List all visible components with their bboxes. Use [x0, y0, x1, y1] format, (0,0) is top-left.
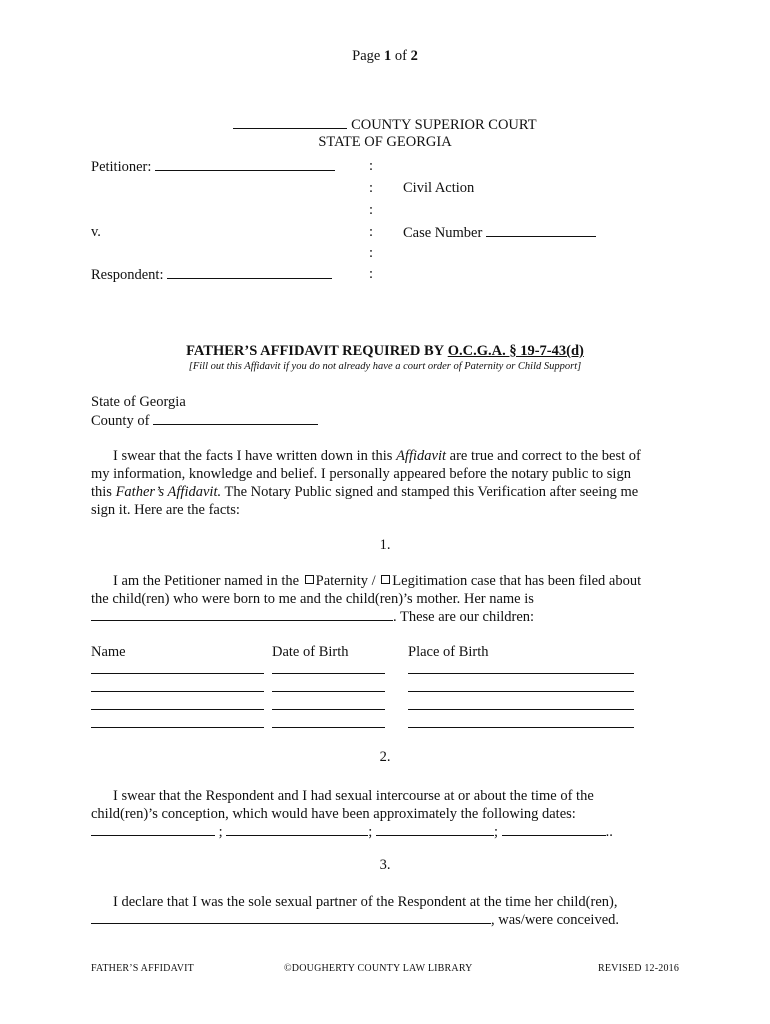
- instruction-note: [Fill out this Affidavit if you do not already have a court order of Paternity or Child Support]: [188, 361, 582, 372]
- column-header-dob: Date of Birth: [272, 644, 349, 660]
- case-number-blank[interactable]: [486, 224, 596, 237]
- column-header-place: Place of Birth: [408, 644, 489, 660]
- total-pages: 2: [410, 48, 418, 64]
- county-blank[interactable]: [233, 116, 347, 129]
- conception-date-blank[interactable]: [226, 823, 368, 836]
- conception-date-blank[interactable]: [376, 823, 494, 836]
- civil-action-label: Civil Action: [403, 180, 475, 196]
- section-3-paragraph: I declare that I was the sole sexual partner of the Respondent at the time her child(ren), , was/were conceived.: [91, 893, 681, 929]
- section-2-paragraph: I swear that the Respondent and I had sexual intercourse at or about the time of the child(ren)’s conception, which would have been approximately the following dates: ; ; ; ..: [91, 788, 613, 840]
- respondent-line: Respondent:: [91, 266, 332, 284]
- child-place-blank[interactable]: [408, 709, 634, 710]
- section-number-1: 1.: [379, 537, 391, 553]
- child-name-blank[interactable]: [91, 727, 264, 728]
- caption-colon: :: [369, 224, 374, 240]
- respondent-name-blank[interactable]: [167, 266, 332, 279]
- petitioner-name-blank[interactable]: [155, 158, 335, 171]
- affidavit-title: FATHER’S AFFIDAVIT REQUIRED BY O.C.G.A. § 19-7-43(d): [186, 343, 584, 359]
- child-name-blank[interactable]: [91, 691, 264, 692]
- legitimation-checkbox[interactable]: [381, 575, 390, 584]
- footer-form-name: FATHER’S AFFIDAVIT: [91, 963, 194, 974]
- column-header-name: Name: [91, 644, 126, 660]
- paternity-checkbox[interactable]: [305, 575, 314, 584]
- venue-county-blank[interactable]: [153, 412, 318, 425]
- child-dob-blank[interactable]: [272, 691, 385, 692]
- child-place-blank[interactable]: [408, 727, 634, 728]
- children-names-blank[interactable]: [91, 911, 491, 924]
- child-name-blank[interactable]: [91, 709, 264, 710]
- caption-colon: :: [369, 158, 374, 174]
- current-page: 1: [383, 48, 392, 64]
- court-name: COUNTY SUPERIOR COURT: [0, 116, 770, 134]
- footer-revision: REVISED 12-2016: [598, 963, 680, 974]
- page-number: Page 1 of 2: [352, 48, 418, 64]
- oath-paragraph: I swear that the facts I have written down in this Affidavit are true and correct to the best of my information, knowledge and belief. I personally appeared before the notary public to sign this Father’s Affidavit. The Notary Public signed and stamped this Verification after seeing me sign it. Here are the facts:: [91, 448, 641, 518]
- section-number-2: 2.: [379, 749, 391, 765]
- child-place-blank[interactable]: [408, 691, 634, 692]
- conception-date-blank[interactable]: [91, 823, 215, 836]
- venue-county: County of: [91, 412, 318, 430]
- petitioner-line: Petitioner:: [91, 158, 335, 176]
- child-name-blank[interactable]: [91, 673, 264, 674]
- section-1-paragraph: I am the Petitioner named in the Paternity / Legitimation case that has been filed about the child(ren) who were born to me and the child(ren)’s mother. Her name is . These are our children:: [91, 573, 642, 625]
- footer-copyright: ©DOUGHERTY COUNTY LAW LIBRARY: [284, 963, 473, 974]
- court-state: STATE OF GEORGIA: [318, 134, 452, 150]
- child-place-blank[interactable]: [408, 673, 634, 674]
- section-number-3: 3.: [379, 857, 391, 873]
- case-number-line: Case Number: [403, 224, 596, 242]
- versus-label: v.: [91, 224, 101, 240]
- caption-colon: :: [369, 180, 374, 196]
- statute-reference: O.C.G.A. § 19-7-43(d): [447, 343, 584, 359]
- child-dob-blank[interactable]: [272, 727, 385, 728]
- caption-colon: :: [369, 202, 374, 218]
- caption-colon: :: [369, 266, 374, 282]
- conception-date-blank[interactable]: [502, 823, 606, 836]
- venue-state: State of Georgia: [91, 394, 186, 410]
- caption-colon: :: [369, 245, 374, 261]
- child-dob-blank[interactable]: [272, 673, 385, 674]
- mother-name-blank[interactable]: [91, 608, 393, 621]
- child-dob-blank[interactable]: [272, 709, 385, 710]
